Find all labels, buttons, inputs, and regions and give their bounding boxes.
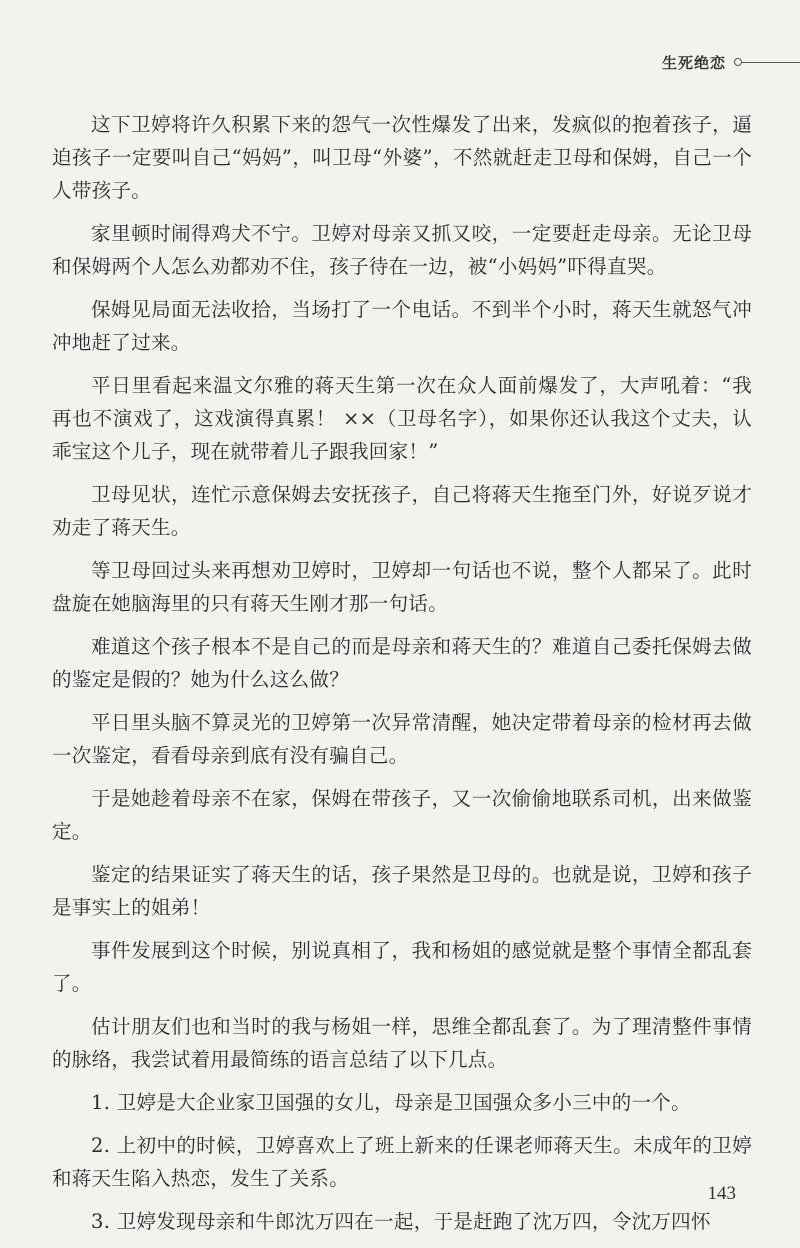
paragraph: 估计朋友们也和当时的我与杨姐一样，思维全都乱套了。为了理清整件事情的脉络，我尝试着用最简练的语言总结了以下几点。: [52, 1015, 752, 1071]
header-circle-ornament: [734, 58, 742, 66]
running-header: [662, 50, 800, 74]
paragraph: 鉴定的结果证实了蒋天生的话，孩子果然是卫母的。也就是说，卫婷和孩子是事实上的姐弟！: [52, 863, 752, 919]
text-body: [52, 108, 752, 1248]
paragraph: 家里顿时闹得鸡犬不宁。卫婷对母亲又抓又咬，一定要赶走母亲。无论卫母和保姆两个人怎么劝都劝不住，孩子待在一边，被“小妈妈”吓得直哭。: [52, 222, 752, 278]
running-title: 生死绝恋: [661, 53, 726, 72]
paragraph: 难道这个孩子根本不是自己的而是母亲和蒋天生的？难道自己委托保姆去做的鉴定是假的？她为什么这么做？: [52, 635, 752, 691]
header-rule: [742, 62, 800, 63]
page-number: 143: [707, 1183, 736, 1204]
paragraph: 事件发展到这个时候，别说真相了，我和杨姐的感觉就是整个事情全都乱套了。: [52, 939, 752, 995]
paragraph: 保姆见局面无法收拾，当场打了一个电话。不到半个小时，蒋天生就怒气冲冲地赶了过来。: [52, 298, 752, 354]
list-item: 2. 上初中的时候，卫婷喜欢上了班上新来的任课老师蒋天生。未成年的卫婷和蒋天生陷入热恋，发生了关系。: [52, 1134, 752, 1190]
list-item: 1. 卫婷是大企业家卫国强的女儿，母亲是卫国强众多小三中的一个。: [91, 1091, 691, 1114]
paragraph: 平日里头脑不算灵光的卫婷第一次异常清醒，她决定带着母亲的检材再去做一次鉴定，看看母亲到底有没有骗自己。: [52, 711, 752, 767]
paragraph: 平日里看起来温文尔雅的蒋天生第一次在众人面前爆发了，大声吼着：“我再也不演戏了，这戏演得真累！ ××（卫母名字），如果你还认我这个丈夫，认乖宝这个儿子，现在就带着儿子跟我回家！”: [52, 374, 752, 463]
paragraph: 于是她趁着母亲不在家，保姆在带孩子，又一次偷偷地联系司机，出来做鉴定。: [52, 787, 752, 843]
paragraph: 等卫母回过头来再想劝卫婷时，卫婷却一句话也不说，整个人都呆了。此时盘旋在她脑海里的只有蒋天生刚才那一句话。: [52, 559, 752, 615]
list-item: 3. 卫婷发现母亲和牛郎沈万四在一起，于是赶跑了沈万四，令沈万四怀: [91, 1210, 711, 1233]
paragraph: 卫母见状，连忙示意保姆去安抚孩子，自己将蒋天生拖至门外，好说歹说才劝走了蒋天生。: [52, 483, 752, 539]
paragraph: 这下卫婷将许久积累下来的怨气一次性爆发了出来，发疯似的抱着孩子，逼迫孩子一定要叫自己“妈妈”，叫卫母“外婆”，不然就赶走卫母和保姆，自己一个人带孩子。: [52, 113, 752, 202]
